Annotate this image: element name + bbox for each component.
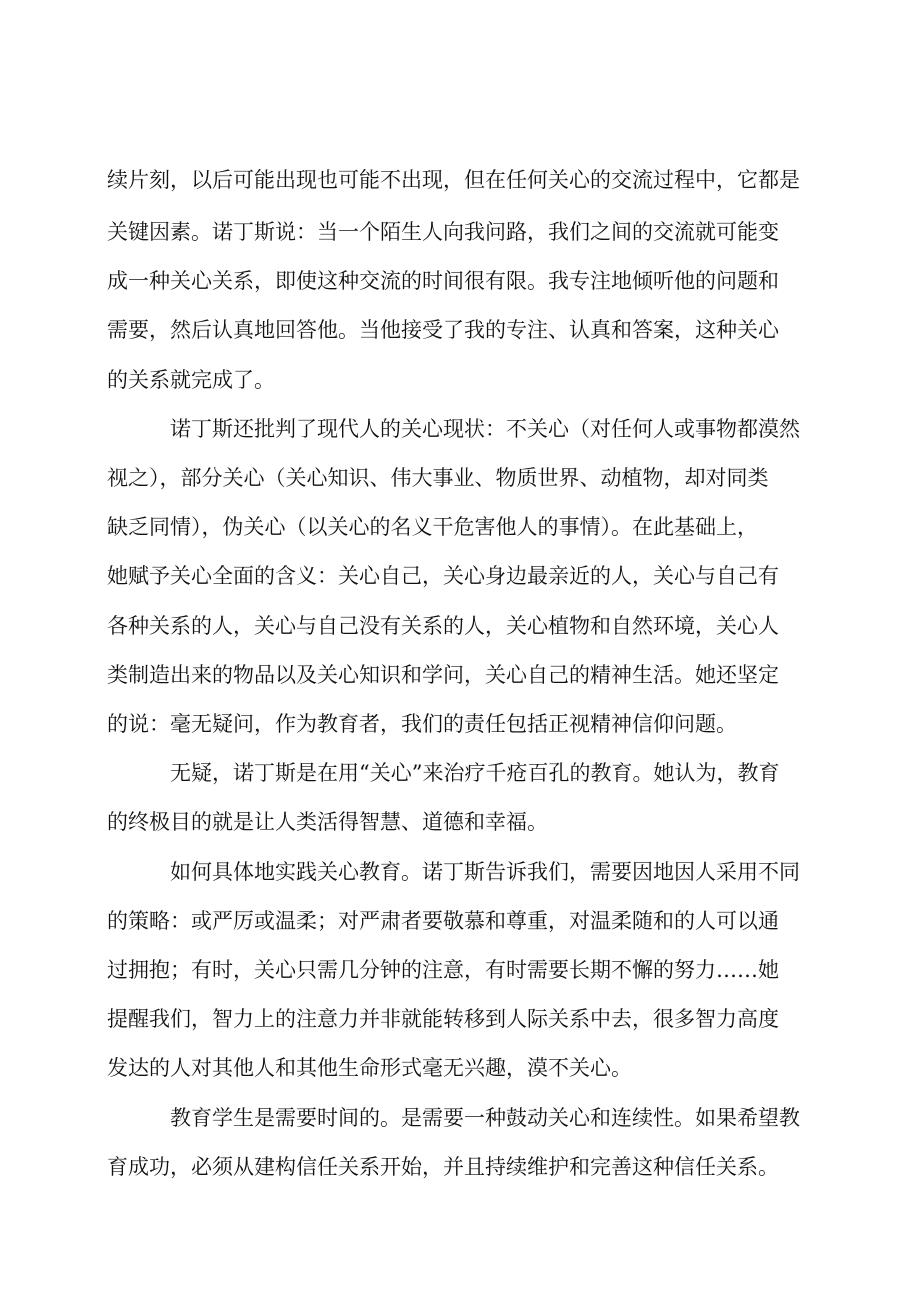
- line-text: 无疑，诺丁斯是在用“关心”来治疗千疮百孔的教育。她认为，教育: [170, 761, 780, 785]
- line-text: 成一种关心关系，即使这种交流的时间很有限。我专注地倾听他的问题和: [107, 269, 779, 293]
- line-text: 发达的人对其他人和其他生命形式毫无兴趣，漠不关心。: [107, 1056, 632, 1080]
- text-line: [0, 257, 920, 305]
- text-line: [0, 1143, 920, 1191]
- line-text: 需要，然后认真地回答他。当他接受了我的专注、认真和答案，这种关心: [107, 318, 779, 342]
- text-line: [0, 700, 920, 748]
- text-line: [0, 1044, 920, 1092]
- text-line: [0, 552, 920, 600]
- line-text: 过拥抱；有时，关心只需几分钟的注意，有时需要长期不懈的努力……她: [107, 958, 779, 982]
- text-line: [0, 1094, 920, 1142]
- line-text: 的终极目的就是让人类活得智慧、道德和幸福。: [107, 810, 548, 834]
- line-text: 的关系就完成了。: [107, 368, 275, 392]
- text-line: [0, 356, 920, 404]
- text-line: [0, 306, 920, 354]
- line-text: 续片刻，以后可能出现也可能不出现，但在任何关心的交流过程中，它都是: [107, 168, 800, 192]
- text-line: [0, 798, 920, 846]
- text-line: [0, 454, 920, 502]
- text-line: [0, 651, 920, 699]
- text-line: [0, 946, 920, 994]
- line-text: 缺乏同情），伪关心（以关心的名义干危害他人的事情）。在此基础上，: [107, 515, 758, 539]
- text-line: [0, 405, 920, 453]
- text-line: [0, 156, 920, 204]
- text-line: [0, 602, 920, 650]
- text-line: [0, 897, 920, 945]
- text-line: [0, 503, 920, 551]
- line-text: 诺丁斯还批判了现代人的关心现状：不关心（对任何人或事物都漠然: [170, 417, 800, 441]
- text-line: [0, 208, 920, 256]
- line-text: 教育学生是需要时间的。是需要一种鼓动关心和连续性。如果希望教: [170, 1106, 800, 1130]
- line-text: 她赋予关心全面的含义：关心自己，关心身边最亲近的人，关心与自己有: [107, 564, 779, 588]
- line-text: 的说：毫无疑问，作为教育者，我们的责任包括正视精神信仰问题。: [107, 712, 737, 736]
- line-text: 类制造出来的物品以及关心知识和学问，关心自己的精神生活。她还坚定: [107, 663, 779, 687]
- text-line: [0, 848, 920, 896]
- line-text: 关键因素。诺丁斯说：当一个陌生人向我问路，我们之间的交流就可能变: [107, 220, 779, 244]
- line-text: 提醒我们，智力上的注意力并非就能转移到人际关系中去，很多智力高度: [107, 1007, 779, 1031]
- line-text: 的策略：或严厉或温柔；对严肃者要敬慕和尊重，对温柔随和的人可以通: [107, 909, 779, 933]
- text-line: [0, 995, 920, 1043]
- line-text: 各种关系的人，关心与自己没有关系的人，关心植物和自然环境，关心人: [107, 614, 779, 638]
- text-line: [0, 749, 920, 797]
- line-text: 育成功，必须从建构信任关系开始，并且持续维护和完善这种信任关系。: [107, 1155, 779, 1179]
- line-text: 视之），部分关心（关心知识、伟大事业、物质世界、动植物，却对同类: [107, 466, 769, 490]
- line-text: 如何具体地实践关心教育。诺丁斯告诉我们，需要因地因人采用不同: [170, 860, 800, 884]
